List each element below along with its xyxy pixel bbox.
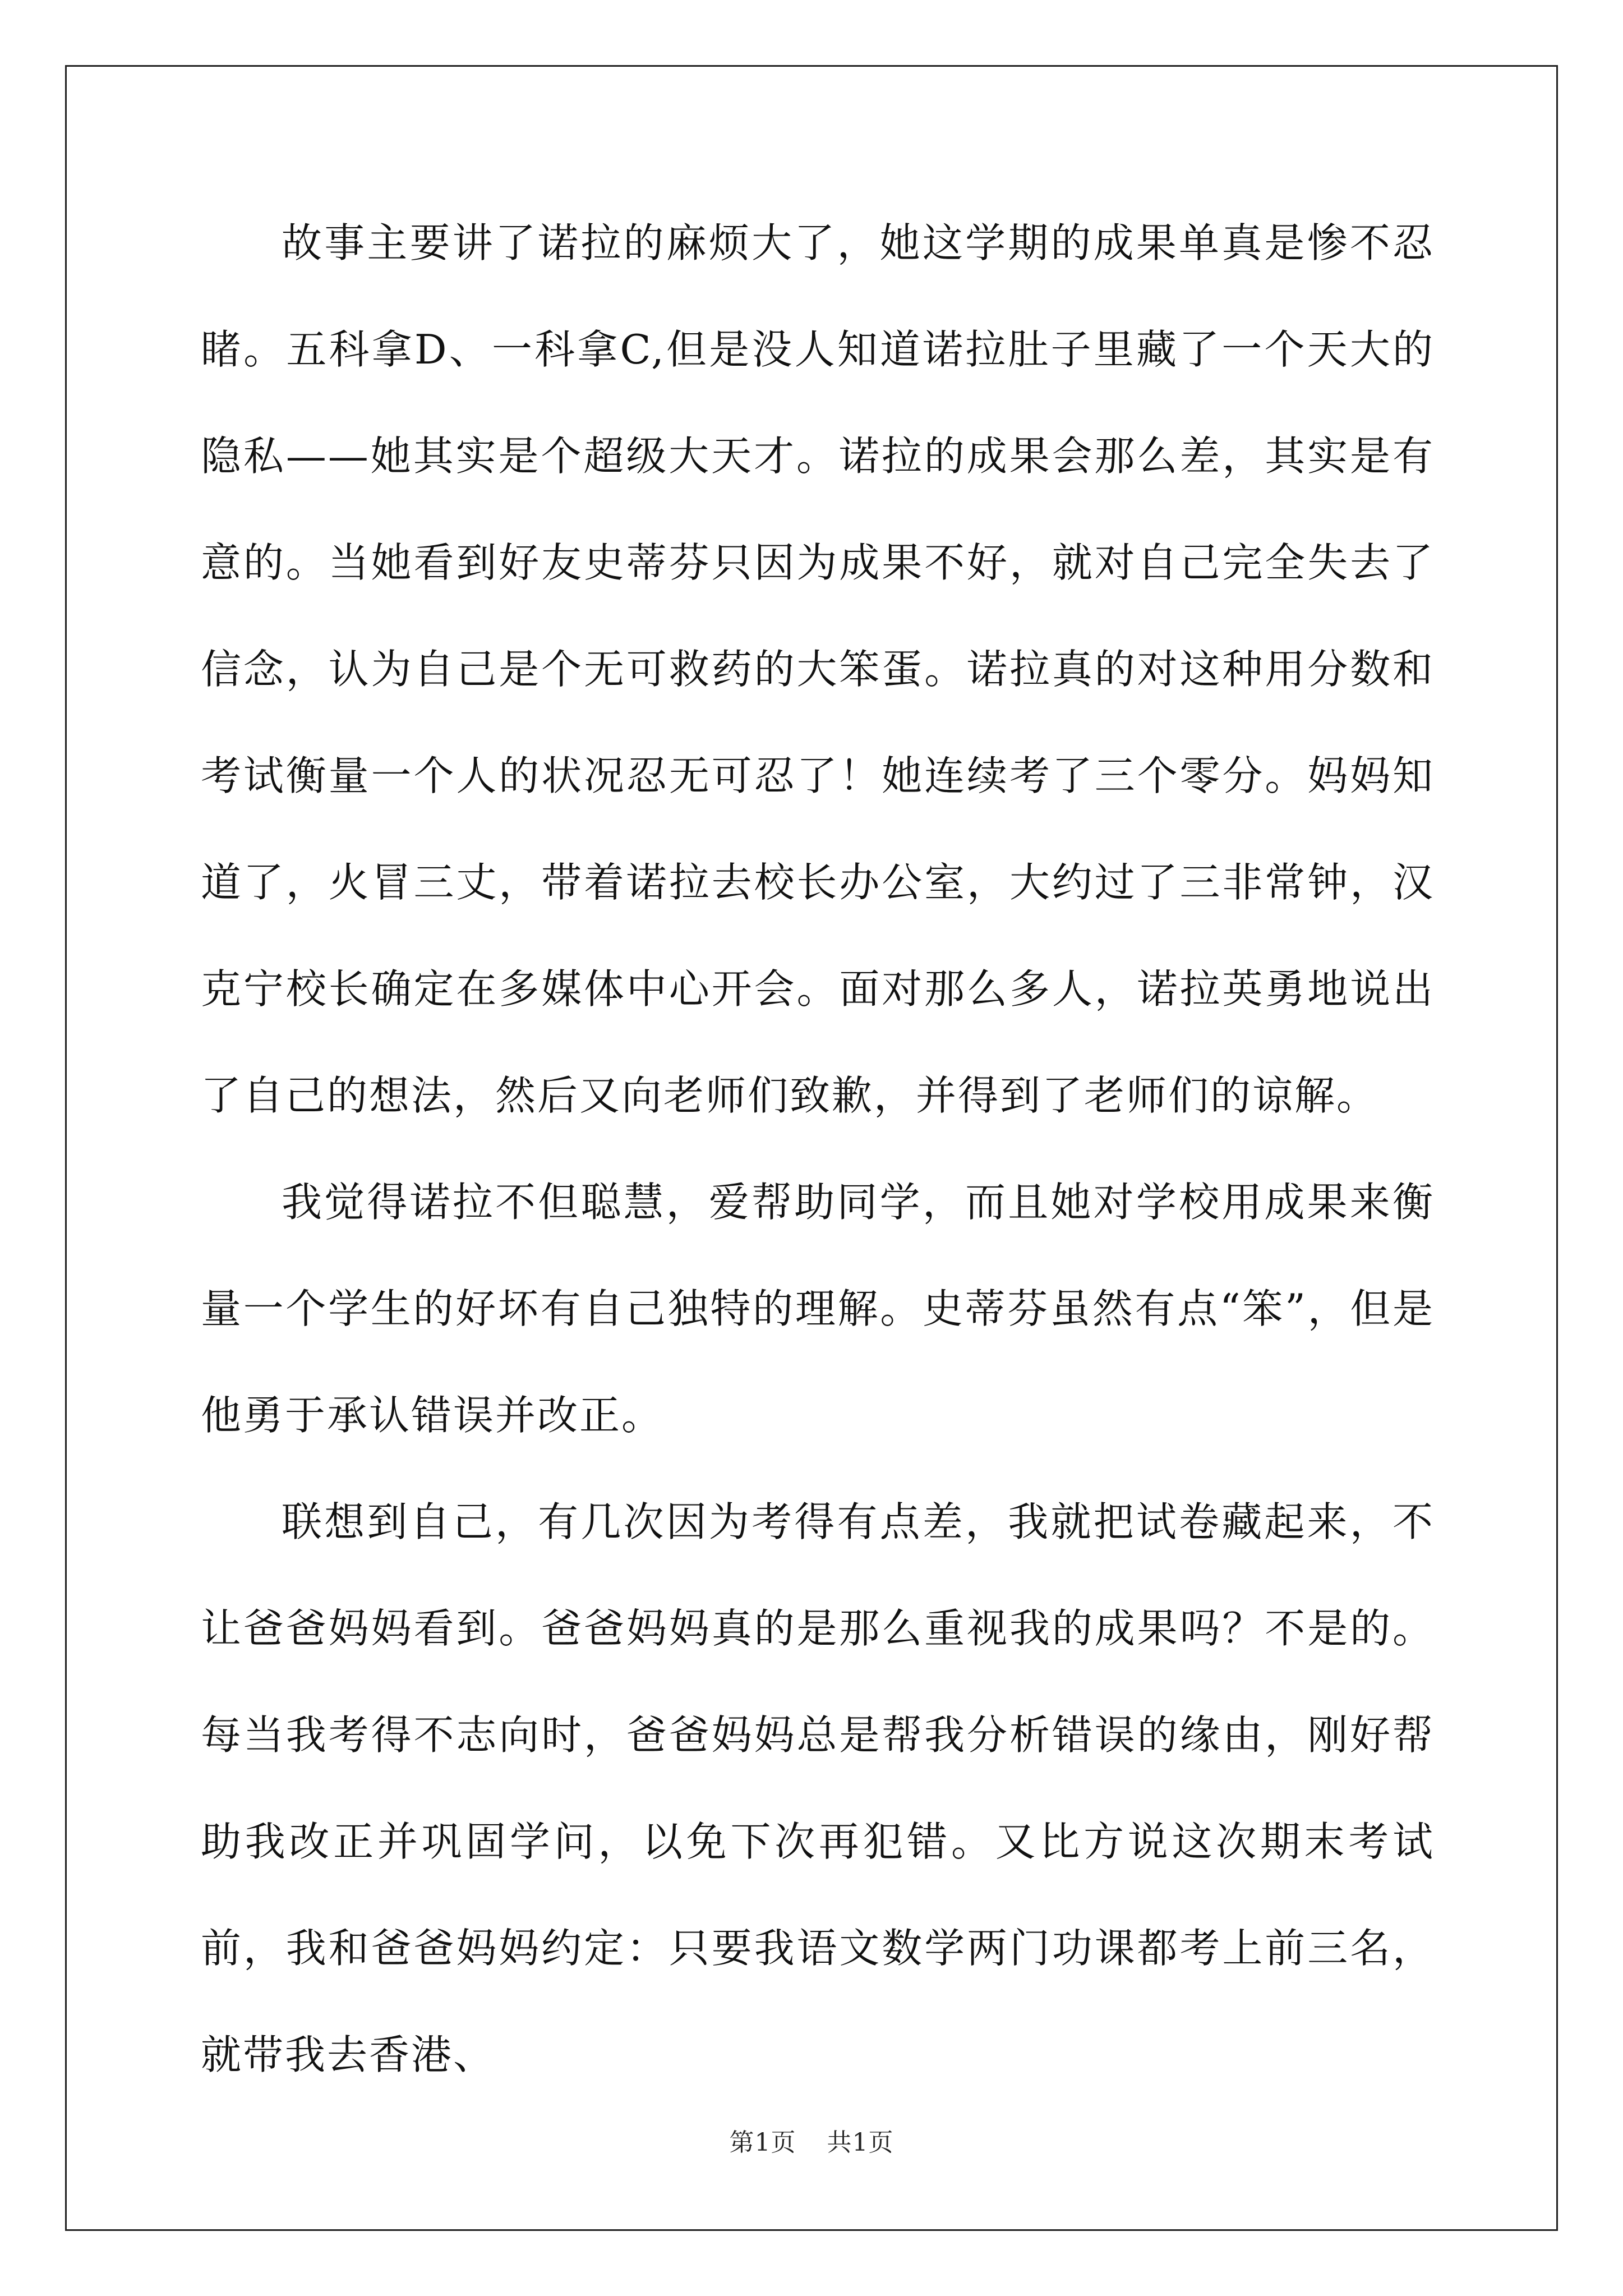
paragraph-3: 联想到自己，有几次因为考得有点差，我就把试卷藏起来，不让爸爸妈妈看到。爸爸妈妈真的是那么重视我的成果吗？不是的。每当我考得不志向时，爸爸妈妈总是帮我分析错误的缘由，刚好帮助我改正并巩固学问，以免下次再犯错。又比方说这次期末考试前，我和爸爸妈妈约定：只要我语文数学两门功课都考上前三名，就带我去香港、	[201, 1498, 1435, 2078]
paragraph-1: 故事主要讲了诺拉的麻烦大了，她这学期的成果单真是惨不忍睹。五科拿D、一科拿C,但是没人知道诺拉肚子里藏了一个天大的隐私——她其实是个超级大天才。诺拉的成果会那么差，其实是有意的。当她看到好友史蒂芬只因为成果不好，就对自己完全失去了信念，认为自己是个无可救药的大笨蛋。诺拉真的对这种用分数和考试衡量一个人的状况忍无可忍了！她连续考了三个零分。妈妈知道了，火冒三丈，带着诺拉去校长办公室，大约过了三非常钟，汉克宁校长确定在多媒体中心开会。面对那么多人，诺拉英勇地说出了自己的想法，然后又向老师们致歉，并得到了老师们的谅解。	[201, 219, 1435, 1119]
page-number-current: 第1页	[729, 2128, 796, 2157]
page-number-total: 共1页	[827, 2128, 894, 2157]
document-body	[201, 190, 1435, 2108]
paragraph-2: 我觉得诺拉不但聪慧，爱帮助同学，而且她对学校用成果来衡量一个学生的好坏有自己独特的理解。史蒂芬虽然有点“笨”，但是他勇于承认错误并改正。	[201, 1179, 1435, 1439]
page-footer	[0, 2126, 1623, 2160]
